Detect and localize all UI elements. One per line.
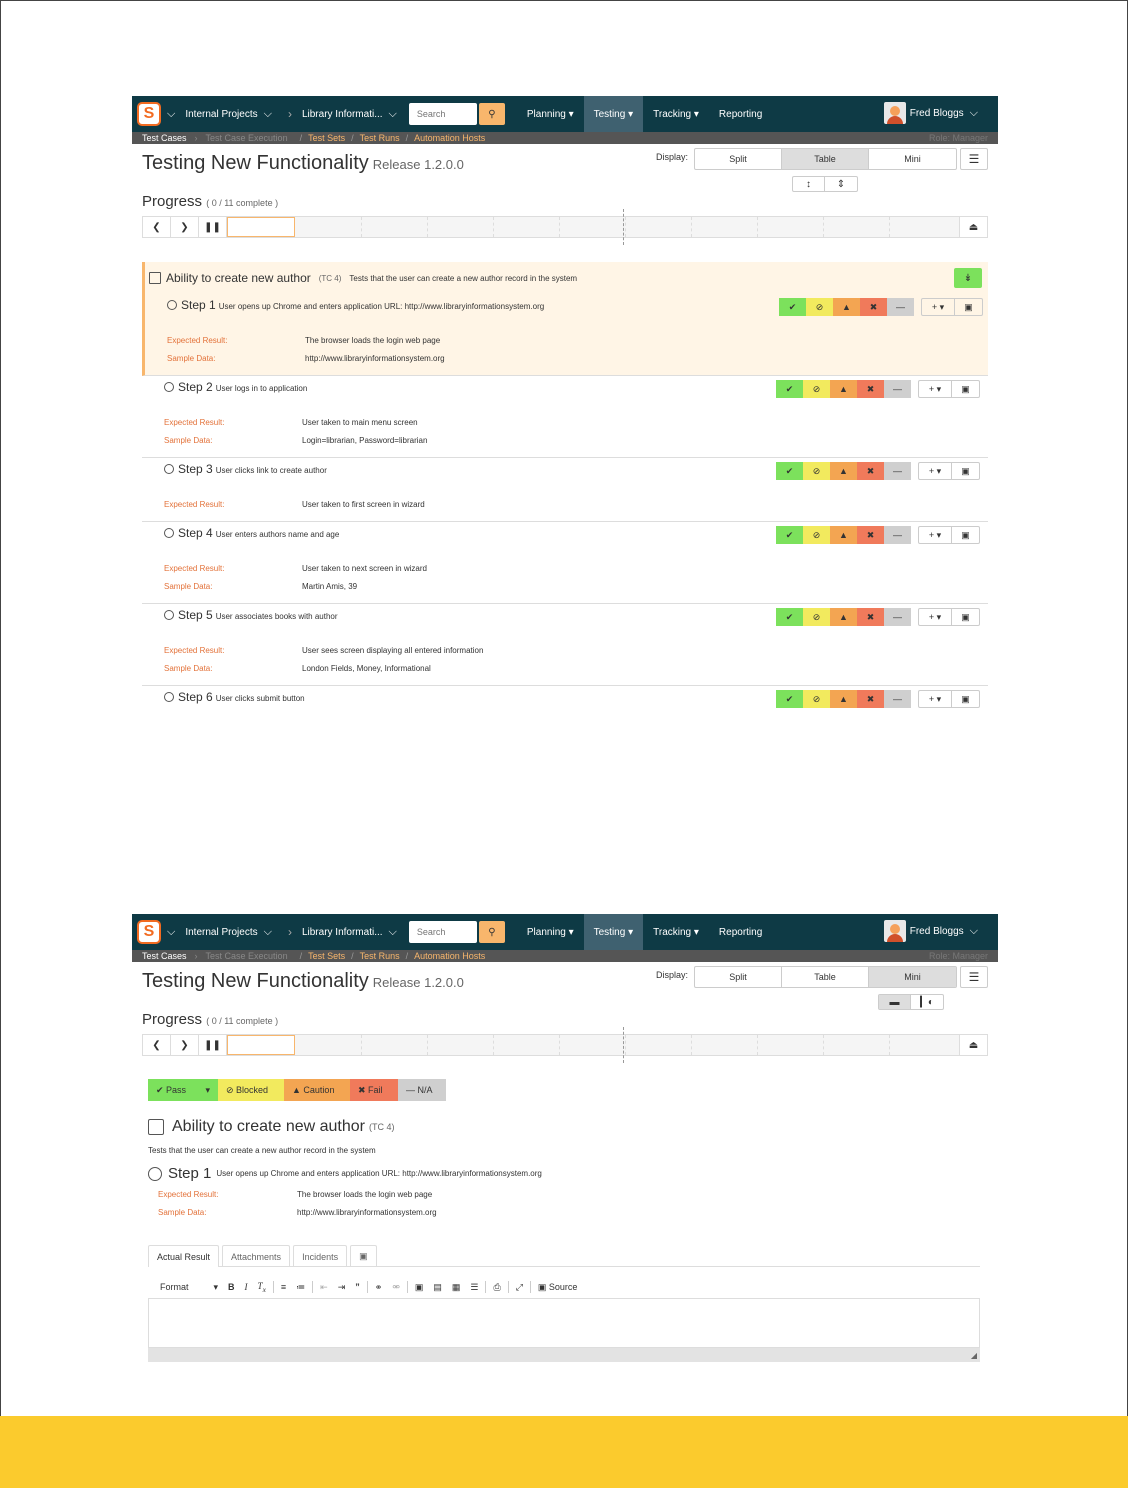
progress-bar xyxy=(142,1034,988,1056)
menu-planning[interactable]: Planning ▾ xyxy=(526,108,574,120)
search-icon[interactable]: ⚲ xyxy=(479,103,505,125)
breadcrumb-automation-hosts[interactable]: Automation Hosts xyxy=(414,133,486,143)
page-title xyxy=(142,970,464,993)
breadcrumb-test-sets[interactable]: Test Sets xyxy=(308,133,346,143)
breadcrumb-page: Test Case Execution xyxy=(205,951,288,961)
breadcrumb-separator: / xyxy=(351,951,354,961)
progress-current-step[interactable] xyxy=(227,217,295,237)
add-dropdown-icon[interactable]: + ▾ xyxy=(918,462,952,480)
pass-label: Pass xyxy=(166,1085,187,1095)
breadcrumb xyxy=(132,950,998,962)
release-label: Release 1.2.0.0 xyxy=(372,157,464,172)
sample-value: Login=librarian, Password=librarian xyxy=(302,436,428,445)
x-icon[interactable]: ✖ xyxy=(857,380,884,398)
na-label: N/A xyxy=(417,1085,433,1095)
numbered-list-icon[interactable]: ≡ xyxy=(280,1282,287,1292)
checkmark-icon[interactable]: ✔ xyxy=(776,462,803,480)
chevron-down-icon[interactable]: ⌵ xyxy=(263,925,272,938)
step-number xyxy=(178,526,339,540)
checkmark-icon[interactable]: ✔ xyxy=(779,298,806,316)
previous-icon[interactable]: ❮ xyxy=(143,1035,171,1055)
display-table-button[interactable]: Table xyxy=(782,149,869,169)
editor-toolbar xyxy=(148,1278,980,1296)
chevron-right-icon: › xyxy=(194,133,198,143)
breadcrumb-test-cases[interactable]: Test Cases xyxy=(142,133,187,143)
expected-label: Expected Result: xyxy=(164,646,225,655)
progress-current-step[interactable] xyxy=(227,1035,295,1055)
sample-label: Sample Data: xyxy=(164,664,213,673)
step-number xyxy=(181,298,544,312)
main-menu xyxy=(517,914,772,950)
minus-icon[interactable]: — xyxy=(884,608,911,626)
title-row xyxy=(132,962,998,996)
add-dropdown-icon[interactable]: + ▾ xyxy=(918,380,952,398)
step-radio[interactable] xyxy=(167,300,177,310)
editor-footer xyxy=(148,1348,980,1362)
double-chevron-down-icon[interactable]: ↡ xyxy=(954,268,982,288)
test-case-icon xyxy=(148,1119,164,1135)
breadcrumb xyxy=(132,132,998,144)
breadcrumb-separator: / xyxy=(405,951,409,961)
add-dropdown-icon[interactable]: + ▾ xyxy=(918,608,952,626)
italic-icon[interactable]: I xyxy=(244,1282,248,1292)
display-label: Display: xyxy=(656,152,689,162)
breadcrumb-separator: / xyxy=(351,133,354,143)
breadcrumb-test-runs[interactable]: Test Runs xyxy=(359,133,400,143)
minus-icon[interactable]: — xyxy=(884,526,911,544)
warning-icon[interactable]: ▲ xyxy=(830,526,857,544)
blocked-icon[interactable]: ⊘ xyxy=(803,526,830,544)
sample-value: http://www.libraryinformationsystem.org xyxy=(297,1208,437,1217)
blocked-button[interactable] xyxy=(218,1079,284,1101)
toolbar-divider xyxy=(312,1281,313,1293)
source-label: Source xyxy=(548,1281,578,1292)
menu-testing[interactable]: Testing ▾ xyxy=(584,914,644,950)
eject-icon[interactable]: ⏏ xyxy=(959,1035,987,1055)
x-icon[interactable]: ✖ xyxy=(857,690,884,708)
row-height-toggle xyxy=(792,176,858,192)
menu-label: Planning xyxy=(526,108,566,120)
checkmark-icon[interactable]: ✔ xyxy=(776,526,803,544)
next-icon[interactable]: ❯ xyxy=(171,217,199,237)
progress-title: Progress xyxy=(142,193,203,210)
product-selector[interactable]: Library Informati... xyxy=(301,108,383,120)
progress-midline xyxy=(623,209,624,245)
indent-icon[interactable]: ⇥ xyxy=(337,1281,346,1292)
progress-track[interactable] xyxy=(227,1035,959,1055)
warning-icon[interactable]: ▲ xyxy=(830,380,857,398)
caution-button[interactable] xyxy=(284,1079,350,1101)
caution-label: Caution xyxy=(303,1085,335,1095)
spira-logo[interactable]: S xyxy=(137,102,161,126)
tab-attachments[interactable]: Attachments xyxy=(222,1245,290,1267)
step-status-actions xyxy=(776,608,911,626)
step-number: Step 1 xyxy=(168,1165,212,1182)
menu-label: Tracking xyxy=(653,108,692,120)
image-icon[interactable]: ▣ xyxy=(952,380,980,398)
step-number xyxy=(178,608,338,622)
step-row xyxy=(142,522,988,604)
resize-handle-icon[interactable]: ◢ xyxy=(970,1351,977,1360)
expected-label: Expected Result: xyxy=(167,336,228,345)
step-num-text: Step 4 xyxy=(178,526,213,540)
test-case-name: Ability to create new author xyxy=(172,1118,365,1135)
breadcrumb-test-cases[interactable]: Test Cases xyxy=(142,951,187,961)
tab-screenshot[interactable] xyxy=(350,1245,377,1267)
blocked-icon[interactable]: ⊘ xyxy=(806,298,833,316)
step-description: User logs in to application xyxy=(215,384,308,393)
top-nav xyxy=(132,914,998,950)
checkmark-icon[interactable]: ✔ xyxy=(776,608,803,626)
step-tools xyxy=(918,608,980,626)
expected-label: Expected Result: xyxy=(164,418,225,427)
na-button[interactable] xyxy=(398,1079,446,1101)
checkmark-icon[interactable]: ✔ xyxy=(776,690,803,708)
avatar xyxy=(884,920,906,942)
menu-reporting[interactable] xyxy=(709,96,772,132)
step-num-text: Step 6 xyxy=(178,690,213,704)
breadcrumb-automation-hosts[interactable]: Automation Hosts xyxy=(414,951,486,961)
display-mini-button[interactable]: Mini xyxy=(869,967,956,987)
step-tools xyxy=(918,462,980,480)
step-row xyxy=(142,376,988,458)
mini-view-screenshot xyxy=(132,914,998,1364)
x-icon[interactable]: ✖ xyxy=(860,298,887,316)
test-case-id: (TC 4) xyxy=(318,273,342,283)
toolbar-divider xyxy=(485,1281,486,1293)
chevron-down-icon[interactable]: ▾ xyxy=(213,1281,219,1292)
eject-icon[interactable]: ⏏ xyxy=(959,217,987,237)
step-row xyxy=(142,604,988,686)
sample-value: London Fields, Money, Informational xyxy=(302,664,431,673)
split-panel-icon[interactable]: ▎◐ xyxy=(920,996,934,1008)
step-status-actions xyxy=(776,380,911,398)
step-radio[interactable] xyxy=(148,1167,162,1181)
menu-planning[interactable]: Planning ▾ xyxy=(526,926,574,938)
expected-label: Expected Result: xyxy=(158,1190,219,1199)
image-icon[interactable]: ▣ xyxy=(952,690,980,708)
blocked-icon: ⊘ xyxy=(226,1084,237,1095)
step-row xyxy=(142,294,988,376)
display-split-button[interactable]: Split xyxy=(695,149,782,169)
chevron-down-icon: ⌵ xyxy=(969,924,978,937)
image-icon[interactable]: ▣ xyxy=(952,526,980,544)
project-selector[interactable]: Internal Projects xyxy=(185,926,258,938)
warning-icon: ▲ xyxy=(292,1085,304,1095)
test-case-description: Tests that the user can create a new author record in the system xyxy=(349,273,578,283)
x-icon[interactable]: ✖ xyxy=(857,608,884,626)
image-icon[interactable]: ▣ xyxy=(952,608,980,626)
outdent-icon[interactable]: ⇤ xyxy=(320,1281,328,1292)
step-tools xyxy=(921,298,983,316)
link-icon[interactable]: ⚭ xyxy=(374,1281,383,1292)
warning-icon[interactable]: ▲ xyxy=(830,608,857,626)
display-label: Display: xyxy=(656,970,689,980)
chevron-right-icon: › xyxy=(287,925,292,939)
step-number xyxy=(178,690,305,704)
page-title-text: Testing New Functionality xyxy=(142,970,369,992)
test-case-id: (TC 4) xyxy=(369,1122,395,1132)
hamburger-icon[interactable]: ☰ xyxy=(960,148,988,170)
sample-label: Sample Data: xyxy=(164,436,213,445)
blocked-icon[interactable]: ⊘ xyxy=(803,608,830,626)
checkmark-icon: ✔ xyxy=(156,1084,167,1095)
toolbar-divider xyxy=(407,1281,408,1293)
step-radio[interactable] xyxy=(164,610,174,620)
tab-incidents[interactable]: Incidents xyxy=(293,1245,347,1267)
user-menu[interactable] xyxy=(884,920,984,942)
x-icon: ✖ xyxy=(358,1084,369,1095)
step-radio[interactable] xyxy=(164,692,174,702)
display-mode-toggle xyxy=(694,966,957,988)
test-case-icon xyxy=(149,272,161,284)
add-dropdown-icon[interactable]: + ▾ xyxy=(921,298,955,316)
blockquote-icon[interactable]: ” xyxy=(355,1282,360,1292)
breadcrumb-page: Test Case Execution xyxy=(205,133,288,143)
expected-value: User taken to next screen in wizard xyxy=(302,564,427,573)
step-description: User clicks link to create author xyxy=(215,466,327,475)
step-number xyxy=(178,380,307,394)
expected-label: Expected Result: xyxy=(164,500,225,509)
step-number xyxy=(178,462,327,476)
test-case-header xyxy=(148,1118,395,1136)
current-step xyxy=(148,1165,542,1182)
chevron-down-icon[interactable]: ⌵ xyxy=(388,107,397,120)
chevron-down-icon[interactable]: ⌵ xyxy=(167,107,176,120)
detail-tabs xyxy=(148,1245,980,1267)
blocked-icon[interactable]: ⊘ xyxy=(803,380,830,398)
sample-label: Sample Data: xyxy=(164,582,213,591)
fail-button[interactable] xyxy=(350,1079,398,1101)
horizontal-rule-icon[interactable]: ▤ xyxy=(433,1281,442,1292)
sample-value: Martin Amis, 39 xyxy=(302,582,358,591)
step-status-actions xyxy=(776,462,911,480)
test-case-header xyxy=(142,262,988,294)
progress-bar xyxy=(142,216,988,238)
menu-label: Reporting xyxy=(718,926,763,938)
minus-icon[interactable]: — xyxy=(884,380,911,398)
step-row xyxy=(142,458,988,522)
pause-icon[interactable]: ❚❚ xyxy=(199,1035,227,1055)
user-menu[interactable] xyxy=(884,102,984,124)
blocked-icon[interactable]: ⊘ xyxy=(803,462,830,480)
expected-value: The browser loads the login web page xyxy=(297,1190,433,1199)
step-radio[interactable] xyxy=(164,382,174,392)
table-icon[interactable]: ▦ xyxy=(451,1281,461,1292)
align-icon[interactable]: ☰ xyxy=(470,1281,479,1292)
step-description: User opens up Chrome and enters application URL: http://www.libraryinformationsystem.org xyxy=(218,302,545,311)
warning-icon[interactable]: ▲ xyxy=(830,690,857,708)
warning-icon[interactable]: ▲ xyxy=(833,298,860,316)
status-button-bar xyxy=(148,1079,446,1101)
image-icon[interactable]: ▣ xyxy=(955,298,983,316)
search-icon[interactable]: ⚲ xyxy=(479,921,505,943)
breadcrumb-test-sets[interactable]: Test Sets xyxy=(308,951,346,961)
paste-icon[interactable]: ⎙ xyxy=(493,1281,501,1292)
chevron-right-icon: › xyxy=(287,107,292,121)
chevron-down-icon[interactable]: ⌵ xyxy=(263,107,272,120)
step-tools xyxy=(918,380,980,398)
chevron-down-icon[interactable]: ⌵ xyxy=(388,925,397,938)
menu-label: Reporting xyxy=(718,108,763,120)
step-num-text: Step 1 xyxy=(181,298,216,312)
display-mini-button[interactable]: Mini xyxy=(904,154,921,164)
pause-icon[interactable]: ❚❚ xyxy=(199,217,227,237)
step-tools xyxy=(918,690,980,708)
display-split-button[interactable]: Split xyxy=(695,967,782,987)
menu-tracking[interactable]: Tracking ▾ xyxy=(653,108,699,120)
toolbar-divider xyxy=(367,1281,368,1293)
chevron-down-icon: ⌵ xyxy=(969,106,978,119)
top-nav xyxy=(132,96,998,132)
breadcrumb-separator: / xyxy=(299,133,303,143)
breadcrumb-separator: / xyxy=(405,133,409,143)
progress-count: ( 0 / 11 complete ) xyxy=(206,1016,279,1026)
test-case-name: Ability to create new author xyxy=(166,271,311,285)
sample-label: Sample Data: xyxy=(167,354,216,363)
source-icon: ▣ xyxy=(537,1281,547,1292)
collapse-rows-icon[interactable]: ⇕ xyxy=(836,178,846,190)
spira-logo[interactable]: S xyxy=(137,920,161,944)
full-width-icon[interactable]: ▬ xyxy=(879,995,911,1009)
progress-label xyxy=(142,193,278,210)
breadcrumb-separator: / xyxy=(299,951,303,961)
tab-actual-result[interactable]: Actual Result xyxy=(148,1245,219,1267)
blocked-icon[interactable]: ⊘ xyxy=(803,690,830,708)
step-num-text: Step 5 xyxy=(178,608,213,622)
step-description: User enters authors name and age xyxy=(215,530,340,539)
project-selector[interactable]: Internal Projects xyxy=(185,108,258,120)
x-icon[interactable]: ✖ xyxy=(857,526,884,544)
hamburger-icon[interactable]: ☰ xyxy=(960,966,988,988)
menu-label: Planning xyxy=(526,926,566,938)
progress-track[interactable] xyxy=(227,217,959,237)
menu-tracking[interactable]: Tracking ▾ xyxy=(653,926,699,938)
menu-testing[interactable]: Testing ▾ xyxy=(584,96,644,132)
image-icon[interactable]: ▣ xyxy=(414,1281,424,1292)
user-name: Fred Bloggs xyxy=(909,925,964,937)
expected-label: Expected Result: xyxy=(164,564,225,573)
expected-value: User taken to first screen in wizard xyxy=(302,500,425,509)
test-case-description: Tests that the user can create a new author record in the system xyxy=(148,1146,376,1155)
page-title-text: Testing New Functionality xyxy=(142,152,369,174)
menu-label: Testing xyxy=(593,108,626,120)
add-dropdown-icon[interactable]: + ▾ xyxy=(918,690,952,708)
maximize-icon[interactable]: ⤢ xyxy=(515,1281,523,1292)
minus-icon[interactable]: — xyxy=(887,298,914,316)
pass-button[interactable] xyxy=(148,1079,218,1101)
breadcrumb-test-runs[interactable]: Test Runs xyxy=(359,951,400,961)
step-description: User opens up Chrome and enters application URL: http://www.libraryinformationsystem.org xyxy=(216,1169,542,1178)
display-table-button[interactable]: Table xyxy=(782,967,869,987)
format-dropdown[interactable]: Format xyxy=(160,1282,189,1292)
remove-format-icon[interactable]: $T_x$ xyxy=(257,1280,266,1294)
chevron-down-icon[interactable]: ⌵ xyxy=(167,925,176,938)
toolbar-divider xyxy=(508,1281,509,1293)
chevron-down-icon[interactable]: ▾ xyxy=(205,1084,210,1095)
bold-icon[interactable]: B xyxy=(228,1282,235,1292)
search-input[interactable] xyxy=(409,921,477,943)
x-icon[interactable]: ✖ xyxy=(857,462,884,480)
mini-layout-toggle xyxy=(878,994,944,1010)
expand-rows-icon[interactable]: ↕ xyxy=(793,177,825,191)
step-row xyxy=(142,686,988,716)
menu-reporting[interactable] xyxy=(709,914,772,950)
warning-icon[interactable]: ▲ xyxy=(830,462,857,480)
step-status-actions xyxy=(779,298,914,316)
footer-band xyxy=(0,1416,1128,1488)
main-menu xyxy=(517,96,772,132)
step-num-text: Step 3 xyxy=(178,462,213,476)
search-input[interactable] xyxy=(409,103,477,125)
fail-label: Fail xyxy=(368,1085,383,1095)
progress-title: Progress xyxy=(142,1011,203,1028)
actual-result-editor[interactable] xyxy=(148,1298,980,1348)
checkmark-icon[interactable]: ✔ xyxy=(776,380,803,398)
bullet-list-icon[interactable]: ≔ xyxy=(296,1281,306,1292)
release-label: Release 1.2.0.0 xyxy=(372,975,464,990)
avatar xyxy=(884,102,906,124)
minus-icon[interactable]: — xyxy=(884,462,911,480)
step-num-text: Step 2 xyxy=(178,380,213,394)
chevron-right-icon: › xyxy=(194,951,198,961)
sample-value: http://www.libraryinformationsystem.org xyxy=(305,354,445,363)
page-title xyxy=(142,152,464,175)
user-name: Fred Bloggs xyxy=(909,107,964,119)
blocked-label: Blocked xyxy=(236,1085,269,1095)
progress-label xyxy=(142,1011,278,1028)
role-label: Role: Manager xyxy=(928,133,988,143)
step-tools xyxy=(918,526,980,544)
previous-icon[interactable]: ❮ xyxy=(143,217,171,237)
next-icon[interactable]: ❯ xyxy=(171,1035,199,1055)
toolbar-divider xyxy=(530,1281,531,1293)
expected-value: The browser loads the login web page xyxy=(305,336,441,345)
add-dropdown-icon[interactable]: + ▾ xyxy=(918,526,952,544)
title-row xyxy=(132,144,998,178)
display-mode-toggle xyxy=(694,148,957,170)
image-icon: ▣ xyxy=(359,1251,368,1261)
product-selector[interactable]: Library Informati... xyxy=(301,926,383,938)
step-radio[interactable] xyxy=(164,464,174,474)
unlink-icon[interactable]: ⚮ xyxy=(392,1281,400,1292)
table-view-screenshot xyxy=(132,96,998,716)
progress-midline xyxy=(623,1027,624,1063)
expected-value: User taken to main menu screen xyxy=(302,418,418,427)
step-radio[interactable] xyxy=(164,528,174,538)
sample-label: Sample Data: xyxy=(158,1208,207,1217)
minus-icon: — xyxy=(406,1085,418,1095)
minus-icon[interactable]: — xyxy=(884,690,911,708)
image-icon[interactable]: ▣ xyxy=(952,462,980,480)
role-label: Role: Manager xyxy=(928,951,988,961)
step-description: User associates books with author xyxy=(215,612,338,621)
expected-value: User sees screen displaying all entered information xyxy=(302,646,484,655)
menu-label: Testing xyxy=(593,926,626,938)
progress-count: ( 0 / 11 complete ) xyxy=(206,198,279,208)
step-status-actions xyxy=(776,690,911,708)
step-description: User clicks submit button xyxy=(215,694,305,703)
toolbar-divider xyxy=(273,1281,274,1293)
source-button[interactable] xyxy=(538,1282,578,1293)
step-status-actions xyxy=(776,526,911,544)
menu-label: Tracking xyxy=(653,926,692,938)
